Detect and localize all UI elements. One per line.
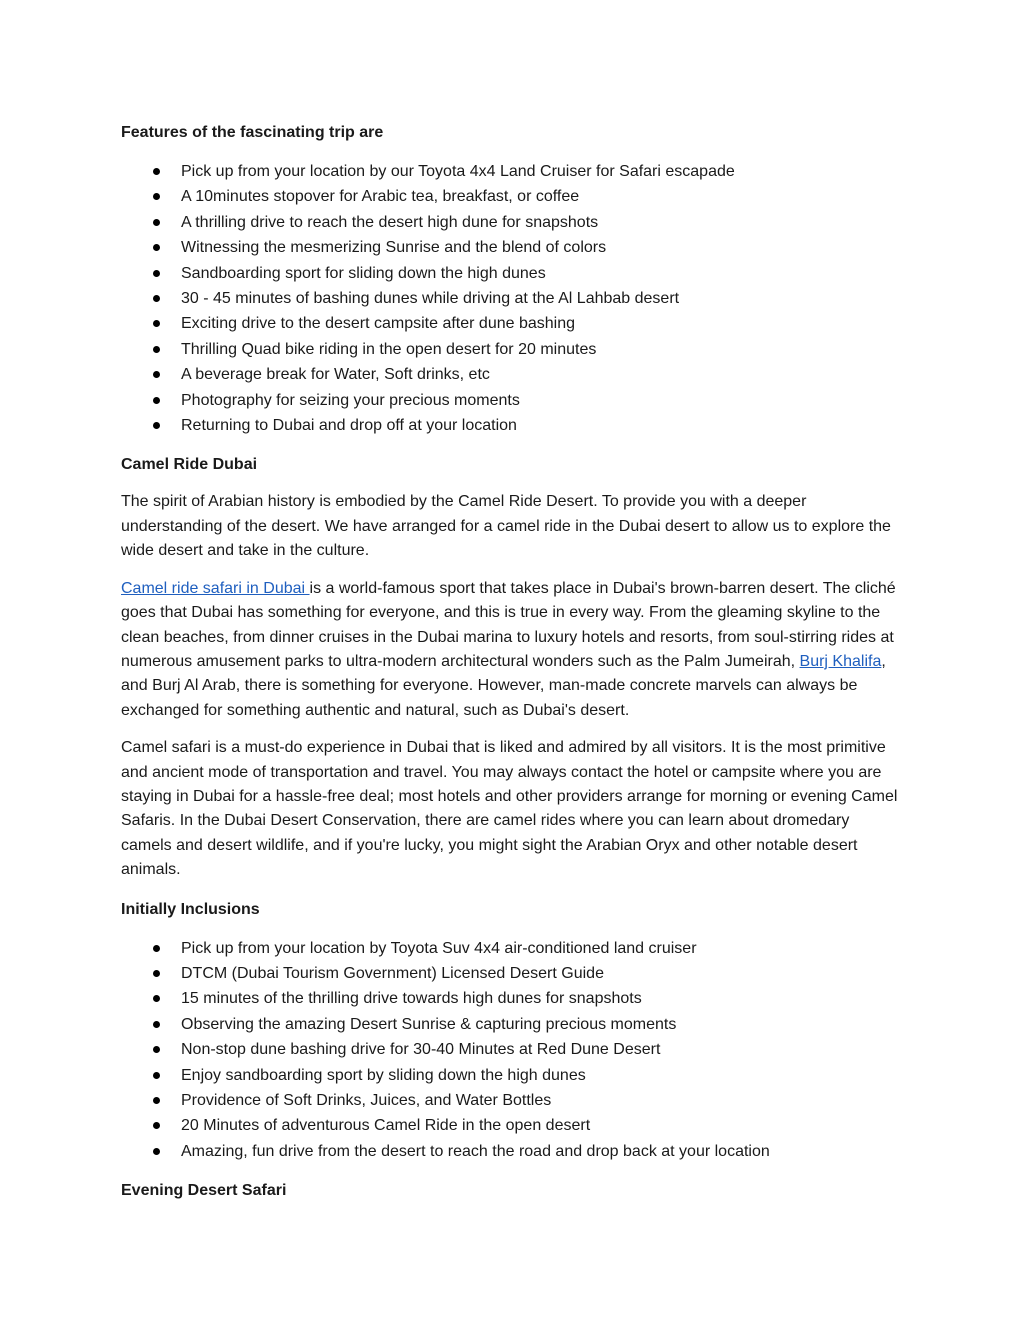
camel-paragraph-2-text-2: , and Burj Al Arab, there is something for everyone. However, man-made concrete marvels can always be exchanged for something authentic and natural, such as Dubai's desert. (121, 652, 886, 719)
list-item: 30 - 45 minutes of bashing dunes while driving at the Al Lahbab desert (121, 286, 903, 311)
camel-paragraph-3: Camel safari is a must-do experience in Dubai that is liked and admired by all visitors. It is the most primitive and ancient mode of transportation and travel. You may always contact the hotel or campsite where you are staying in Dubai for a hassle-free deal; most hotels and other providers arrange for morning or evening Camel Safaris. In the Dubai Desert Conservation, there are camel rides where you can learn about dromedary camels and desert wildlife, and if you're lucky, you might sight the Arabian Oryx and other notable desert animals. (121, 739, 898, 879)
camel-ride-safari-link[interactable]: Camel ride safari in Dubai (121, 579, 310, 597)
list-item: Providence of Soft Drinks, Juices, and Water Bottles (121, 1088, 903, 1113)
list-item: Witnessing the mesmerizing Sunrise and the blend of colors (121, 235, 903, 260)
features-list (121, 159, 903, 438)
features-heading: Features of the fascinating trip are (121, 124, 384, 141)
inclusions-heading: Initially Inclusions (121, 900, 260, 918)
list-item: Pick up from your location by our Toyota 4x4 Land Cruiser for Safari escapade (121, 159, 903, 184)
list-item: DTCM (Dubai Tourism Government) Licensed Desert Guide (121, 961, 903, 986)
list-item: A beverage break for Water, Soft drinks, etc (121, 362, 903, 387)
list-item: Photography for seizing your precious moments (121, 388, 903, 413)
list-item: Observing the amazing Desert Sunrise & capturing precious moments (121, 1012, 903, 1037)
list-item: Thrilling Quad bike riding in the open desert for 20 minutes (121, 337, 903, 362)
camel-heading: Camel Ride Dubai (121, 456, 258, 474)
evening-heading: Evening Desert Safari (121, 1182, 287, 1200)
list-item: Exciting drive to the desert campsite after dune bashing (121, 311, 903, 336)
list-item: Sandboarding sport for sliding down the high dunes (121, 261, 903, 286)
camel-paragraph-2-text-1: is a world-famous sport that takes place in Dubai's brown-barren desert. The cliché goes that Dubai has something for everyone, and this is true in every way. From the gleaming skyline to the clean beaches, from dinner cruises in the Dubai marina to luxury hotels and resorts, from soul-stirring rides at numerous amusement parks to ultra-modern architectural wonders such as the Palm Jumeirah, (121, 579, 896, 670)
inclusions-list (121, 936, 903, 1165)
list-item: Returning to Dubai and drop off at your location (121, 413, 903, 438)
camel-paragraph-2 (121, 577, 903, 723)
burj-khalifa-link[interactable]: Burj Khalifa (799, 652, 882, 670)
list-item: 15 minutes of the thrilling drive towards high dunes for snapshots (121, 986, 903, 1011)
list-item: A 10minutes stopover for Arabic tea, breakfast, or coffee (121, 184, 903, 209)
camel-paragraph-1: The spirit of Arabian history is embodied by the Camel Ride Desert. To provide you with a deeper understanding of the desert. We have arranged for a camel ride in the Dubai desert to allow us to explore the wide desert and take in the culture. (121, 493, 891, 560)
list-item: Enjoy sandboarding sport by sliding down the high dunes (121, 1063, 903, 1088)
list-item: A thrilling drive to reach the desert high dune for snapshots (121, 210, 903, 235)
list-item: 20 Minutes of adventurous Camel Ride in the open desert (121, 1113, 903, 1138)
list-item: Non-stop dune bashing drive for 30-40 Minutes at Red Dune Desert (121, 1037, 903, 1062)
list-item: Amazing, fun drive from the desert to reach the road and drop back at your location (121, 1139, 903, 1164)
list-item: Pick up from your location by Toyota Suv 4x4 air-conditioned land cruiser (121, 936, 903, 961)
